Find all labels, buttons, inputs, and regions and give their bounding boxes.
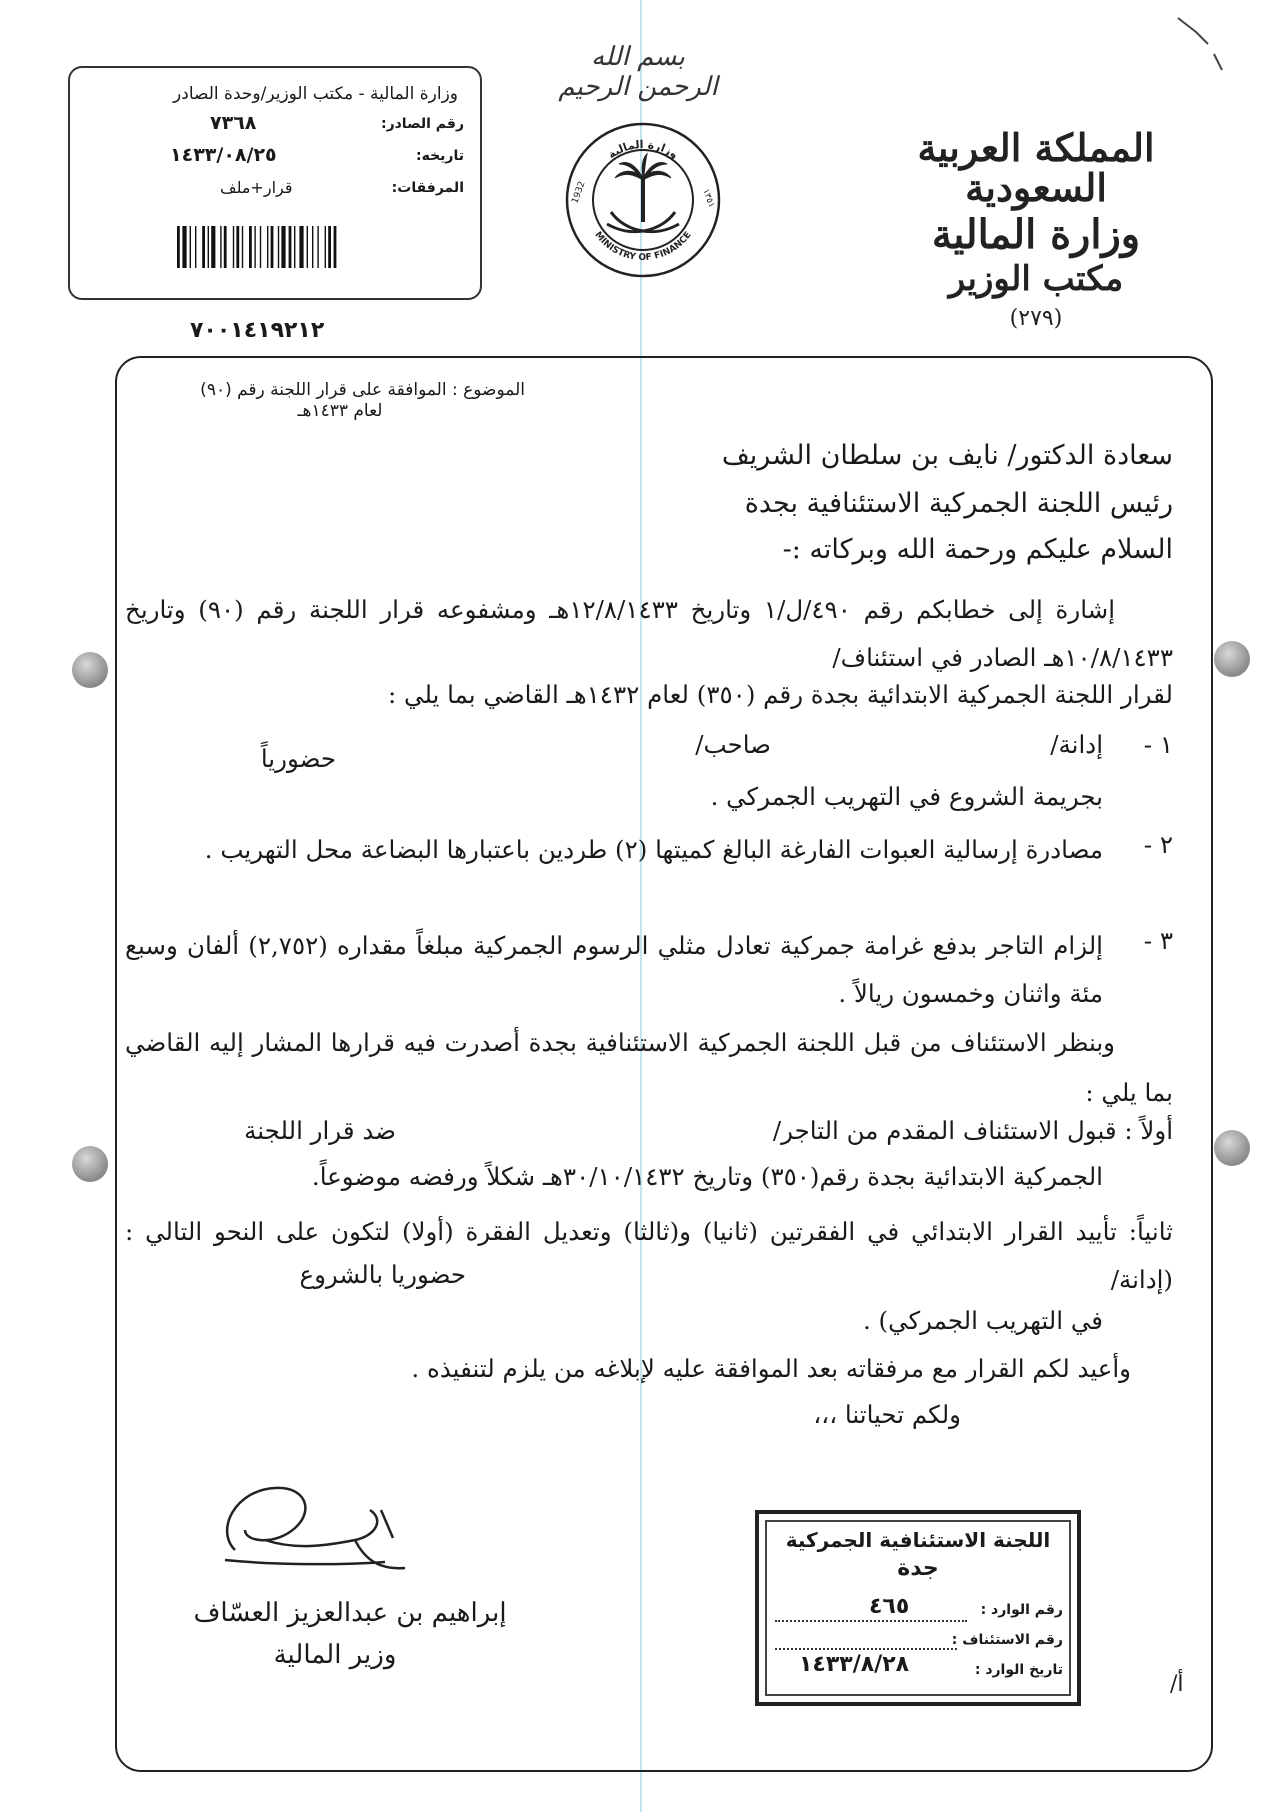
second-ruling-c: في التهريب الجمركي) . [862, 1306, 1103, 1335]
item-2-text: مصادرة إرسالية العبوات الفارغة البالغ كميتها (٢) طردين باعتبارها البضاعة محل التهريب . [204, 835, 1103, 864]
addressee-title: رئيس اللجنة الجمركية الاستئنافية بجدة [744, 488, 1173, 519]
kingdom-name: المملكة العربية السعودية [917, 125, 1155, 210]
issue-number-label: رقم الصادر: [380, 116, 464, 132]
item-1-text-c: حضورياً [260, 744, 336, 773]
stamp-line [775, 1620, 967, 1622]
stamp-date-value: ١٤٣٣/٨/٢٨ [799, 1652, 910, 1677]
paragraph-reference: إشارة إلى خطابكم رقم ٤٩٠/ل/١ وتاريخ ١٢/٨/١٤٣٣هـ ومشفوعه قرار اللجنة رقم (٩٠) وتاريخ ١٠/٨/١٤٣٣هـ الصادر في استئناف/ [125, 595, 1173, 672]
scan-corner-mark [1176, 14, 1226, 74]
stamp-line [775, 1648, 957, 1650]
punch-hole [72, 1146, 108, 1182]
subject [115, 380, 525, 423]
basmala: بسم الله الرحمن الرحيم [558, 42, 718, 102]
attachments-value: قرار+ملف [220, 178, 293, 197]
incoming-stamp [755, 1510, 1081, 1706]
punch-hole [72, 652, 108, 688]
item-3-text: إلزام التاجر بدفع غرامة جمركية تعادل مثلي الرسوم الجمركية مبلغاً مقداره (٢,٧٥٢) ألفان وسبع مئة واثنان وخمسون ريالاً . [125, 931, 1103, 1008]
stamp-incoming-value: ٤٦٥ [869, 1594, 910, 1619]
first-ruling-b: ضد قرار اللجنة [244, 1116, 396, 1145]
letterhead-ref-number: (٢٧٩) [1009, 306, 1063, 332]
stamp-incoming-label: رقم الوارد : [980, 1602, 1063, 1618]
seal-year-left: 1932 [570, 180, 588, 206]
page-marker: أ/ [1170, 1672, 1184, 1697]
punch-hole [1214, 641, 1250, 677]
office-name: مكتب الوزير [948, 258, 1124, 299]
punch-hole [1214, 1130, 1250, 1166]
ministry-name: وزارة المالية [931, 210, 1141, 258]
document-number: ٧٠٠١٤١٩٢١٢ [190, 318, 325, 343]
barcode [175, 226, 420, 268]
subject-line-1: الموضوع : الموافقة على قرار اللجنة رقم (٩٠) [200, 380, 525, 400]
paragraph-appeal: وبنظر الاستئناف من قبل اللجنة الجمركية الاستئنافية بجدة أصدرت فيه قرارها المشار إليه القاضي بما يلي : [125, 1028, 1173, 1107]
register-org: وزارة المالية - مكتب الوزير/وحدة الصادر [173, 84, 458, 104]
svg-text:وزارة المالية [606, 138, 681, 161]
item-1-text-b: صاحب/ [695, 730, 771, 759]
paragraph-primary-decision: لقرار اللجنة الجمركية الابتدائية بجدة رقم (٣٥٠) لعام ١٤٣٢هـ القاضي بما يلي : [387, 680, 1173, 709]
item-1-text-a: إدانة/ [1050, 730, 1103, 759]
issue-date: ١٤٣٣/٠٨/٢٥ [170, 144, 277, 166]
greeting: السلام عليكم ورحمة الله وبركاته :- [782, 534, 1173, 565]
stamp-appeal-label: رقم الاستئناف : [951, 1632, 1063, 1648]
outgoing-register-box [68, 66, 482, 300]
stamp-city: جدة [897, 1556, 939, 1581]
signatory-title: وزير المالية [273, 1640, 397, 1670]
seal-arabic-text: وزارة المالية [605, 137, 681, 162]
attachments-label: المرفقات: [391, 180, 464, 196]
subject-line-2: لعام ١٤٣٣هـ [297, 401, 383, 422]
closing-regards: ولكم تحياتنا ،،، [813, 1400, 961, 1429]
letterhead [871, 125, 1201, 332]
second-ruling-b: حضوريا بالشروع [299, 1260, 466, 1289]
second-ruling: ثانياً: تأييد القرار الابتدائي في الفقرتين (ثانيا) و(ثالثا) وتعديل الفقرة (أولا) لتكون على النحو التالي : (إدانة/ [125, 1217, 1173, 1294]
item-1-number: ١ - [1143, 730, 1173, 759]
closing-line: وأعيد لكم القرار مع مرفقاته بعد الموافقة عليه لإبلاغه من يلزم لتنفيذه . [411, 1354, 1131, 1383]
palm-tree-icon [615, 154, 671, 222]
addressee: سعادة الدكتور/ نايف بن سلطان الشريف [721, 440, 1173, 471]
stamp-date-label: تاريخ الوارد : [974, 1662, 1063, 1678]
item-3-number: ٣ - [1143, 926, 1173, 955]
handwritten-signature [205, 1480, 435, 1590]
signatory-name: إبراهيم بن عبدالعزيز العسّاف [193, 1598, 507, 1628]
seal-year-right: ١٣٥١ [700, 187, 717, 210]
first-ruling-a: أولاً : قبول الاستئناف المقدم من التاجر/ [772, 1116, 1173, 1145]
stamp-title: اللجنة الاستئنافية الجمركية [785, 1528, 1051, 1552]
item-1-text-d: بجريمة الشروع في التهريب الجمركي . [710, 782, 1103, 811]
seal-english-text: MINISTRY OF FINANCE [592, 230, 694, 264]
issue-number: ٧٣٦٨ [210, 112, 257, 134]
ministry-seal [563, 120, 723, 280]
first-ruling-c: الجمركية الابتدائية بجدة رقم(٣٥٠) وتاريخ ٣٠/١٠/١٤٣٢هـ شكلاً ورفضه موضوعاً. [311, 1162, 1103, 1191]
issue-date-label: تاريخه: [415, 148, 464, 164]
item-2-number: ٢ - [1143, 830, 1173, 859]
